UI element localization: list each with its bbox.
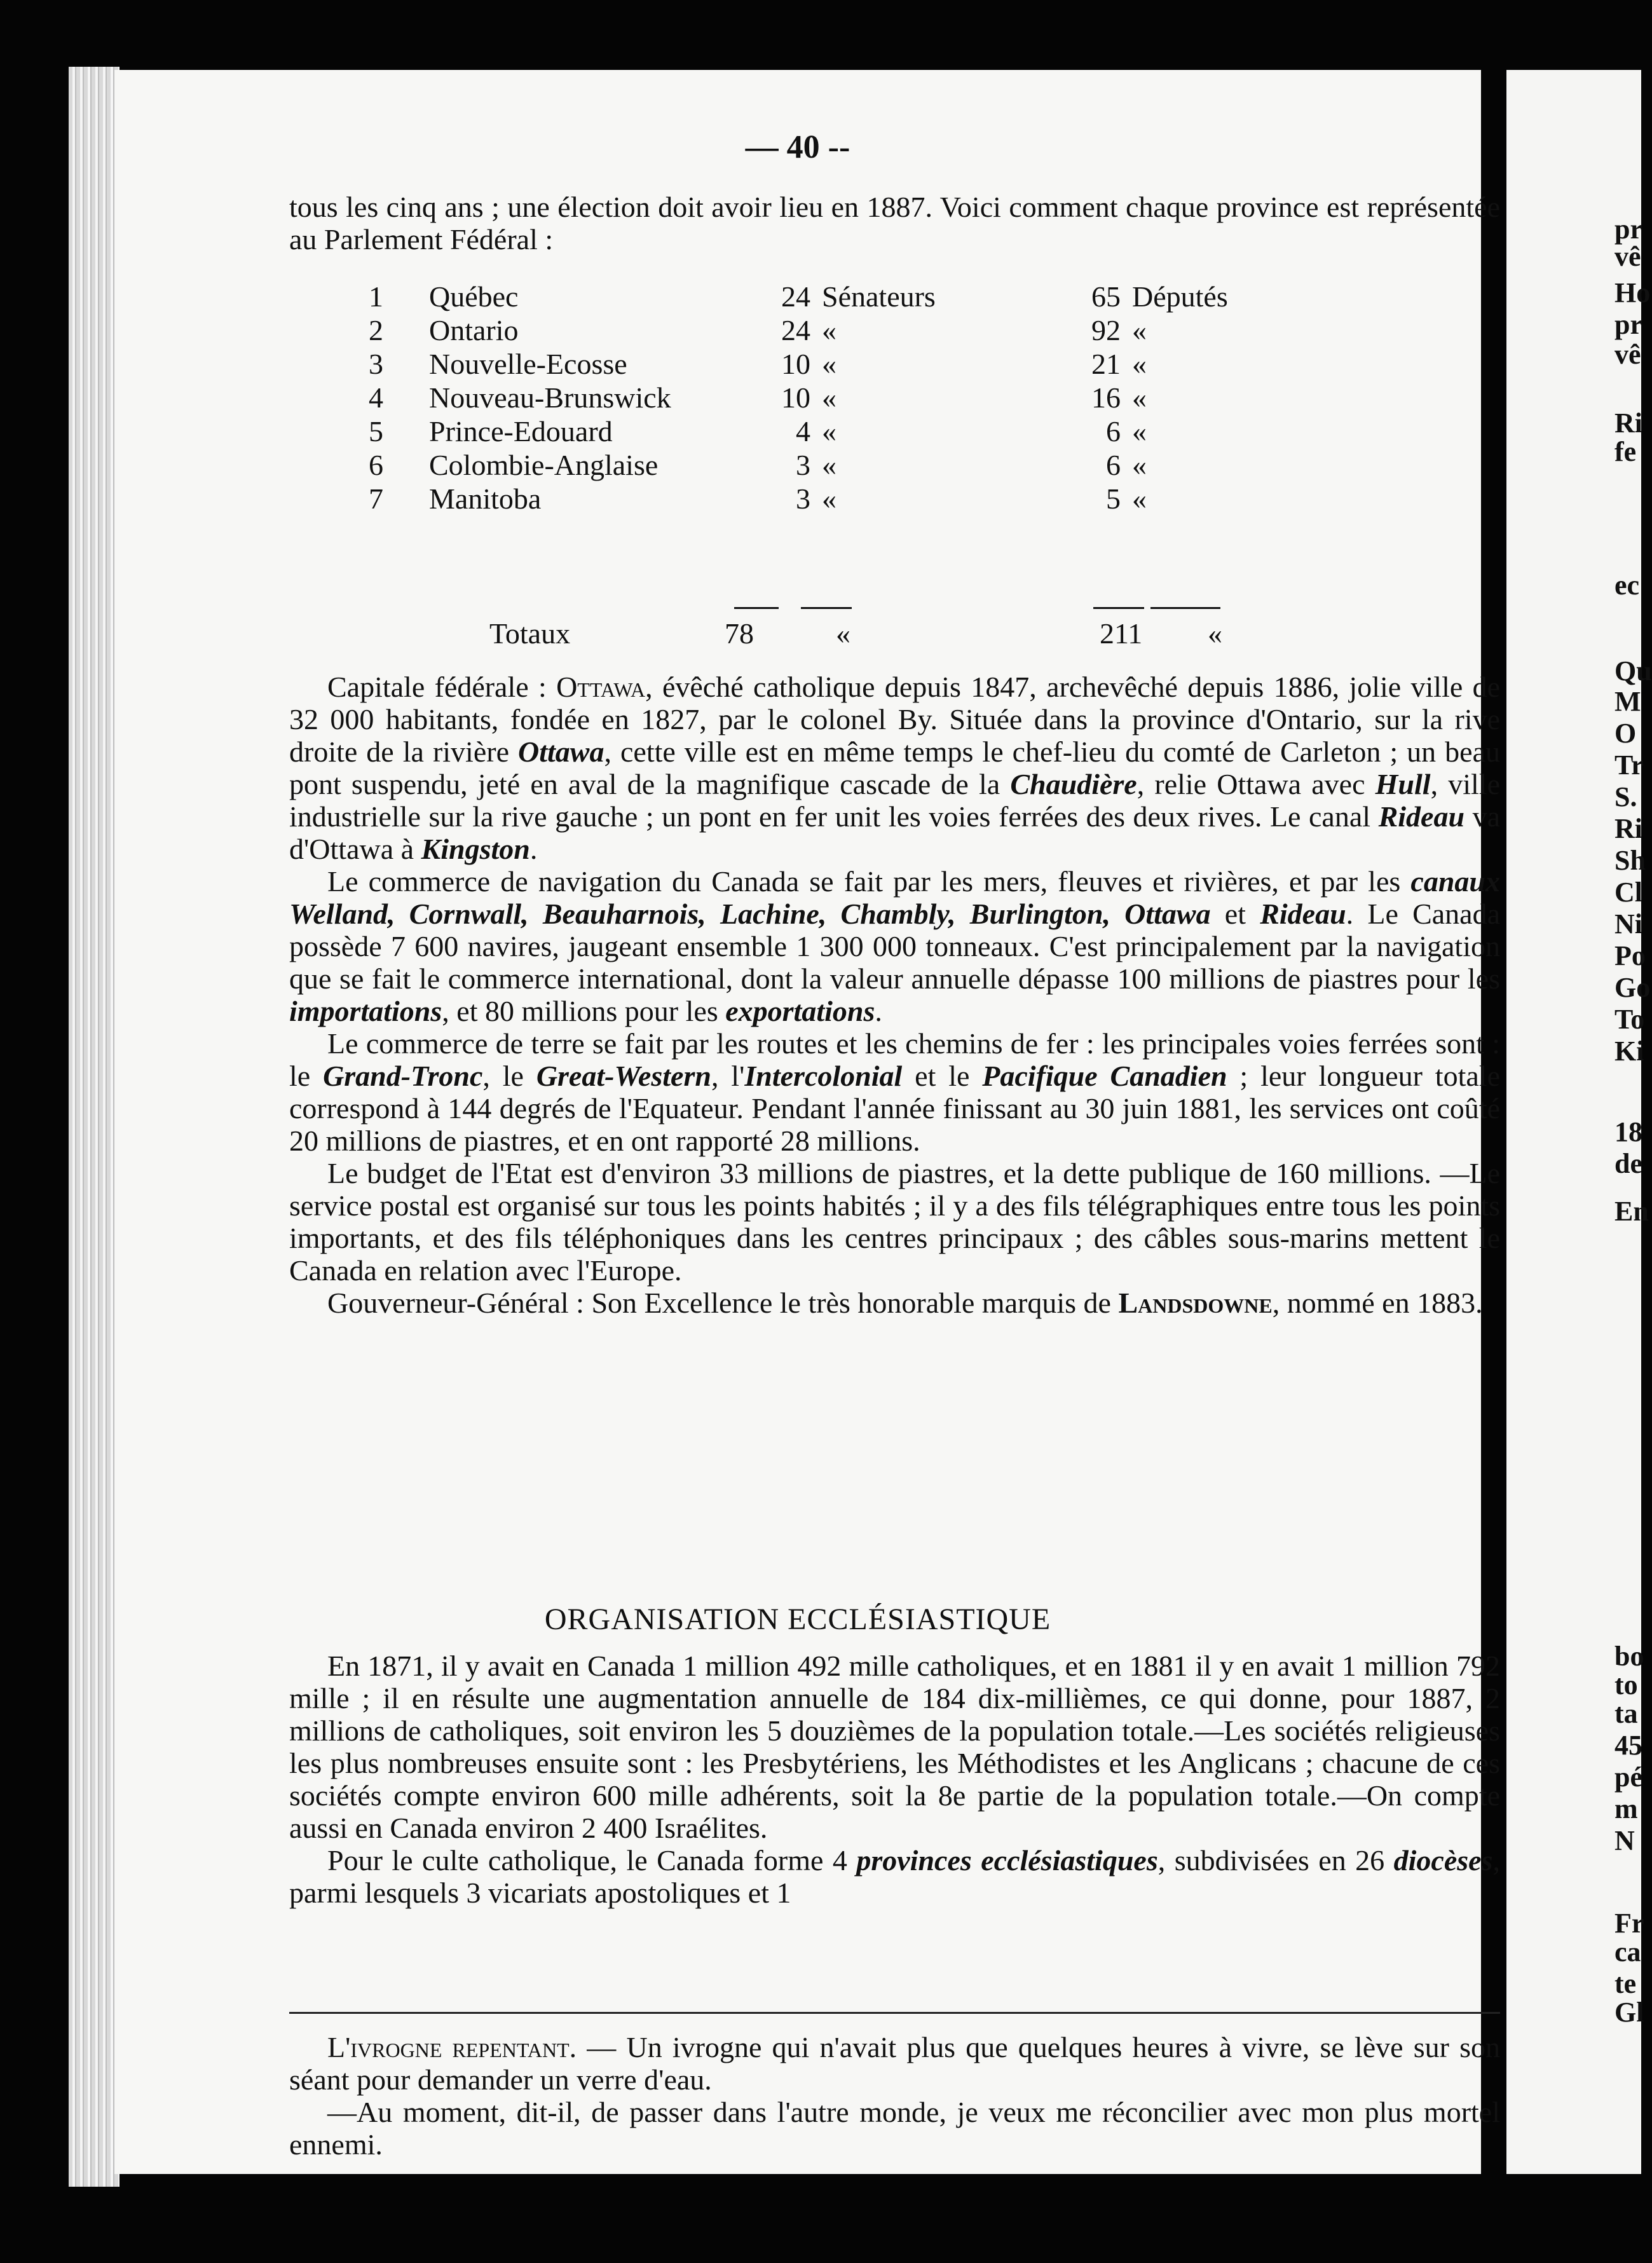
province-name: Colombie-Anglaise [429,449,659,481]
province-senators: 24 [781,314,810,346]
province-senators: 24 [781,280,810,313]
province-deputies: 16 [1091,381,1121,414]
deputies-label: « [1132,482,1147,515]
senators-label: « [822,314,836,346]
terre-paragraph: Le commerce de terre se fait par les routes et les chemins de fer : les principales voies ferrées sont : le Grand-Tronc, le Great-Western, l'Intercolonial et le Pacifique Canadien ; leur longueur totale correspond à 144 degrés de l'Equateur. Pendant l'année finissant au 30 juin 1881, les services ont coûté 20 millions de piastres, et en ont rapporté 28 millions. [289,1027,1500,1157]
facing-page-fragment: 45 [1614,1730,1642,1761]
senators-label: Sénateurs [822,280,936,313]
totals-deputies: 211 [1100,617,1143,650]
intro-text: tous les cinq ans ; une élection doit avoir lieu en 1887. Voici comment chaque province est représentée au Parlement Fédéral : [289,191,1500,256]
facing-page-fragment: Ri [1614,813,1642,844]
section-heading: ORGANISATION ECCLÉSIASTIQUE [544,1603,1051,1636]
footnote-rule [289,2012,1500,2014]
eccl-paragraph: En 1871, il y avait en Canada 1 million 492 mille catholiques, et en 1881 il y en avait 1 million 792 mille ; il en résulte une augmentation annuelle de 184 dix-millièmes, ce qui donne, pour 1887, 2 millions de catholiques, soit environ les 5 douzièmes de la population totale.—Les sociétés religieuses les plus nombreuses ensuite sont : les Presbytériens, les Méthodistes et les Anglicans ; chacune de ces sociétés compte environ 600 mille adhérents, soit la 8e partie de la population totale.—On compte aussi en Canada environ 2 400 Israélites. [289,1650,1500,1844]
province-deputies: 92 [1091,314,1121,346]
senators-label: « [822,348,836,380]
deputies-label: « [1132,381,1147,414]
facing-page-fragment: Po [1614,940,1646,971]
totals-senators: 78 [725,617,754,650]
province-row [369,414,1259,448]
capitale-paragraph: Capitale fédérale : Ottawa, évêché catholique depuis 1847, archevêché depuis 1886, jolie ville de 32 000 habitants, fondée en 1827, par le colonel By. Située dans la province d'Ontario, sur la rive droite de la rivière Ottawa, cette ville est en même temps le chef-lieu du comté de Carleton ; un beau pont suspendu, jeté en aval de la magnifique cascade de la Chaudière, relie Ottawa avec Hull, ville industrielle sur la rive gauche ; un pont en fer unit les voies ferrées des deux rives. Le canal Rideau va d'Ottawa à Kingston. [289,671,1501,865]
facing-page-fragment: Tr [1614,749,1644,781]
facing-page-fragment: To [1614,1004,1645,1035]
province-name: Nouveau-Brunswick [429,381,671,414]
province-senators: 3 [796,449,810,481]
facing-page-fragment: N [1614,1825,1635,1856]
deputies-label: « [1132,314,1147,346]
province-name: Manitoba [429,482,542,515]
intro-paragraph [289,191,1500,256]
province-row [369,482,1259,516]
total-rule [801,607,852,609]
facing-page-fragment: ca [1614,1936,1641,1967]
facing-page-fragment: Qu [1614,655,1652,687]
province-row [369,347,1259,381]
province-deputies: 21 [1091,348,1121,380]
province-number: 1 [369,280,383,313]
province-name: Nouvelle-Ecosse [429,348,627,380]
deputies-label: Députés [1132,280,1228,313]
totals-label: Totaux [489,617,571,650]
facing-page-fragment: pr [1614,309,1642,340]
totals-dep-label: « [1208,617,1222,650]
facing-page-fragment: m [1614,1793,1638,1824]
facing-page-fragment: Ho [1614,277,1651,308]
facing-page-fragment: de [1614,1148,1642,1179]
eccl-text [289,1650,1500,1909]
province-name: Québec [429,280,519,313]
navigation-paragraph: Le commerce de navigation du Canada se fait par les mers, fleuves et rivières, et par les canaux Welland, Cornwall, Beauharnois, Lachine, Chambly, Burlington, Ottawa et Rideau. Le Canada possède 7 600 navires, jaugeant ensemble 1 300 000 tonneaux. C'est principalement par la navigation que se fait le commerce international, dont la valeur annuelle dépasse 100 millions de piastres pour les importations, et 80 millions pour les exportations. [289,865,1501,1027]
province-row [369,448,1259,482]
facing-page-fragment: Go [1614,972,1651,1003]
facing-page-fragment: vê [1614,339,1641,370]
deputies-label: « [1132,415,1147,448]
facing-page-fragment: Ki [1614,1036,1644,1067]
province-name: Prince-Edouard [429,415,613,448]
senators-label: « [822,415,836,448]
anecdote [289,2031,1500,2161]
facing-page-fragment: Ri [1614,407,1642,439]
facing-page-fragment: vê [1614,241,1641,272]
facing-page-fragment: pr [1614,214,1642,245]
book-page [114,70,1501,2174]
page-number: — 40 -- [745,129,850,165]
facing-page-fragment: S. [1614,781,1637,812]
facing-page-fragment: te [1614,1968,1637,1999]
province-row [369,313,1259,347]
total-rule [1150,607,1220,609]
facing-page [1506,70,1652,2174]
facing-page-fragment: 18 [1614,1116,1642,1147]
anecdote-second: —Au moment, dit-il, de passer dans l'autre monde, je veux me réconcilier avec mon plus mortel ennemi. [289,2096,1500,2161]
gouverneur-paragraph: Gouverneur-Général : Son Excellence le très honorable marquis de Landsdowne, nommé en 1883. [327,1287,1483,1319]
province-number: 5 [369,415,383,448]
province-number: 7 [369,482,383,515]
budget-paragraph: Le budget de l'Etat est d'environ 33 millions de piastres, et la dette publique de 160 millions. —Le service postal est organisé sur tous les points habités ; il y a des fils télégraphiques entre tous les points importants, et des fils téléphoniques dans les centres principaux ; des câbles sous-marins mettent le Canada en relation avec l'Europe. [289,1157,1500,1287]
facing-page-fragment: bo [1614,1641,1644,1672]
province-deputies: 5 [1106,482,1121,515]
representation-table [369,280,1259,516]
province-row [369,381,1259,414]
facing-page-fragment: ec [1614,570,1640,601]
total-rule [734,607,779,609]
province-deputies: 65 [1091,280,1121,313]
anecdote-first: L'ivrogne repentant. — Un ivrogne qui n'avait plus que quelques heures à vivre, se lève sur son séant pour demander un verre d'eau. [289,2031,1500,2096]
culte-paragraph: Pour le culte catholique, le Canada forme 4 provinces ecclésiastiques, subdivisées en 26 diocèses, parmi lesquels 3 vicariats apostoliques et 1 [289,1844,1500,1909]
province-senators: 10 [781,381,810,414]
province-row [369,280,1259,313]
totals-sen-label: « [836,617,850,650]
province-deputies: 6 [1106,449,1121,481]
senators-label: « [822,381,836,414]
province-number: 6 [369,449,383,481]
deputies-label: « [1132,348,1147,380]
province-number: 3 [369,348,383,380]
facing-page-fragment: Gl [1614,1997,1644,2028]
facing-page-fragment: Sh [1614,845,1646,876]
facing-page-fragment: Fr [1614,1908,1644,1939]
senators-label: « [822,482,836,515]
province-number: 4 [369,381,383,414]
facing-page-fragment: ta [1614,1698,1638,1729]
province-deputies: 6 [1106,415,1121,448]
senators-label: « [822,449,836,481]
facing-page-fragment: Ni [1614,908,1642,940]
facing-page-fragment: M [1614,686,1641,717]
facing-page-fragment: to [1614,1669,1638,1700]
facing-page-fragment: En [1614,1196,1649,1227]
province-senators: 3 [796,482,810,515]
facing-page-fragment: O [1614,718,1637,749]
province-senators: 4 [796,415,810,448]
facing-page-fragment: fe [1614,436,1637,467]
body-text [289,671,1500,1319]
province-number: 2 [369,314,383,346]
province-name: Ontario [429,314,519,346]
book-spine [69,67,119,2187]
facing-page-fragment: Cl [1614,877,1642,908]
province-senators: 10 [781,348,810,380]
deputies-label: « [1132,449,1147,481]
facing-page-fragment: pé [1614,1761,1642,1793]
total-rule [1093,607,1144,609]
